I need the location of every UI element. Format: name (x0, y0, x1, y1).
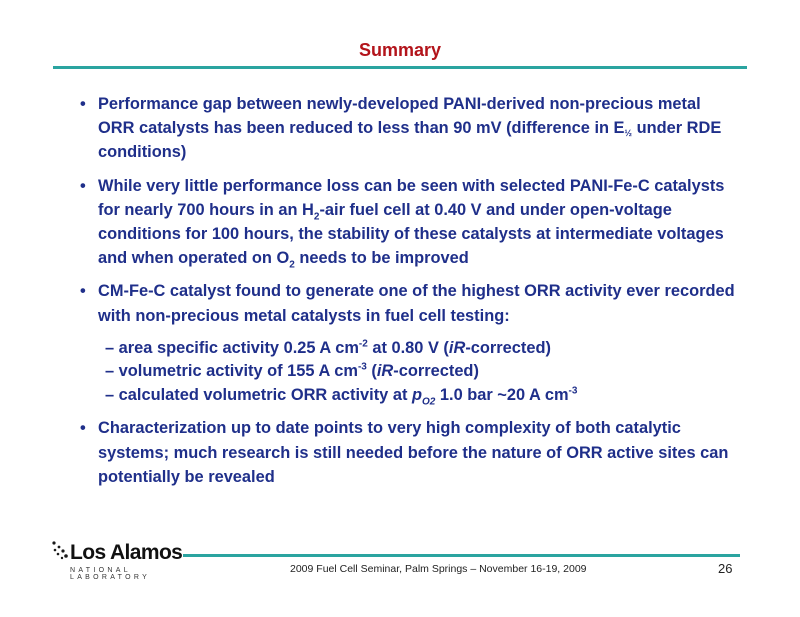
sub-item-text: -corrected) (465, 338, 551, 357)
bullet-text: needs to be improved (294, 249, 469, 268)
bullet-text: While very little performance loss can be seen with selected PANI-Fe-C catalysts for nearly 700 hours in an H (98, 176, 725, 219)
sub-item-text: – volumetric activity of 155 A cm (105, 362, 358, 381)
logo-name: Los Alamos (70, 541, 183, 564)
sub-item-text: -corrected) (393, 362, 479, 381)
bullet-item (80, 92, 740, 165)
footer-divider (183, 554, 740, 557)
atom-icon (52, 540, 70, 562)
logo-subtitle: NATIONAL LABORATORY (70, 567, 151, 581)
half-subscript: ½ (624, 128, 633, 139)
exponent: -3 (568, 385, 578, 397)
exponent: -2 (358, 338, 368, 350)
bullet-marker: • (80, 282, 86, 301)
bullet-text: -air fuel cell at 0.40 V and under open-voltage conditions for 100 hours, the stability of these catalysts at intermediate voltages and when operated on O (98, 200, 724, 268)
sub-item-text: – area specific activity 0.25 A cm (105, 338, 359, 357)
page-number: 26 (718, 561, 733, 576)
h2-subscript: 2 (313, 211, 320, 223)
bullet-item (80, 416, 740, 489)
exponent: -3 (357, 361, 367, 373)
footer-citation: 2009 Fuel Cell Seminar, Palm Springs – November 16-19, 2009 (290, 563, 587, 575)
italic-term: iR (448, 338, 466, 357)
italic-term: p (411, 385, 422, 404)
sub-item-text: 1.0 bar ~20 A cm (435, 385, 569, 404)
bullet-item (80, 174, 740, 271)
slide-title: Summary (358, 40, 442, 60)
sub-list (105, 337, 740, 408)
sub-item (105, 384, 740, 408)
title-divider (53, 66, 747, 69)
sub-item (105, 360, 740, 384)
bullet-item (80, 279, 740, 407)
bullet-text: CM-Fe-C catalyst found to generate one of the highest ORR activity ever recorded with non-precious metal catalysts in fuel cell testing: (98, 282, 735, 325)
bullet-marker: • (80, 176, 86, 195)
o2-subscript: 2 (289, 259, 295, 271)
italic-term: iR (376, 362, 394, 381)
sub-item (105, 337, 740, 361)
sub-item-text: ( (366, 362, 377, 381)
sub-item-text: – calculated volumetric ORR activity at (105, 385, 412, 404)
bullet-marker: • (80, 419, 86, 438)
bullet-marker: • (80, 95, 86, 113)
bullet-text: under RDE conditions) (98, 119, 722, 162)
o2-subscript: O2 (422, 396, 436, 408)
los-alamos-logo (52, 540, 184, 580)
bullet-text: Performance gap between newly-developed PANI-derived non-precious metal ORR catalysts has been reduced to less than 90 mV (difference in E (98, 95, 701, 138)
sub-item-text: at 0.80 V ( (367, 338, 449, 357)
bullet-text: Characterization up to date points to very high complexity of both catalytic systems; much research is still needed before the nature of ORR active sites can potentially be revealed (98, 419, 729, 486)
bullet-list (80, 92, 740, 498)
